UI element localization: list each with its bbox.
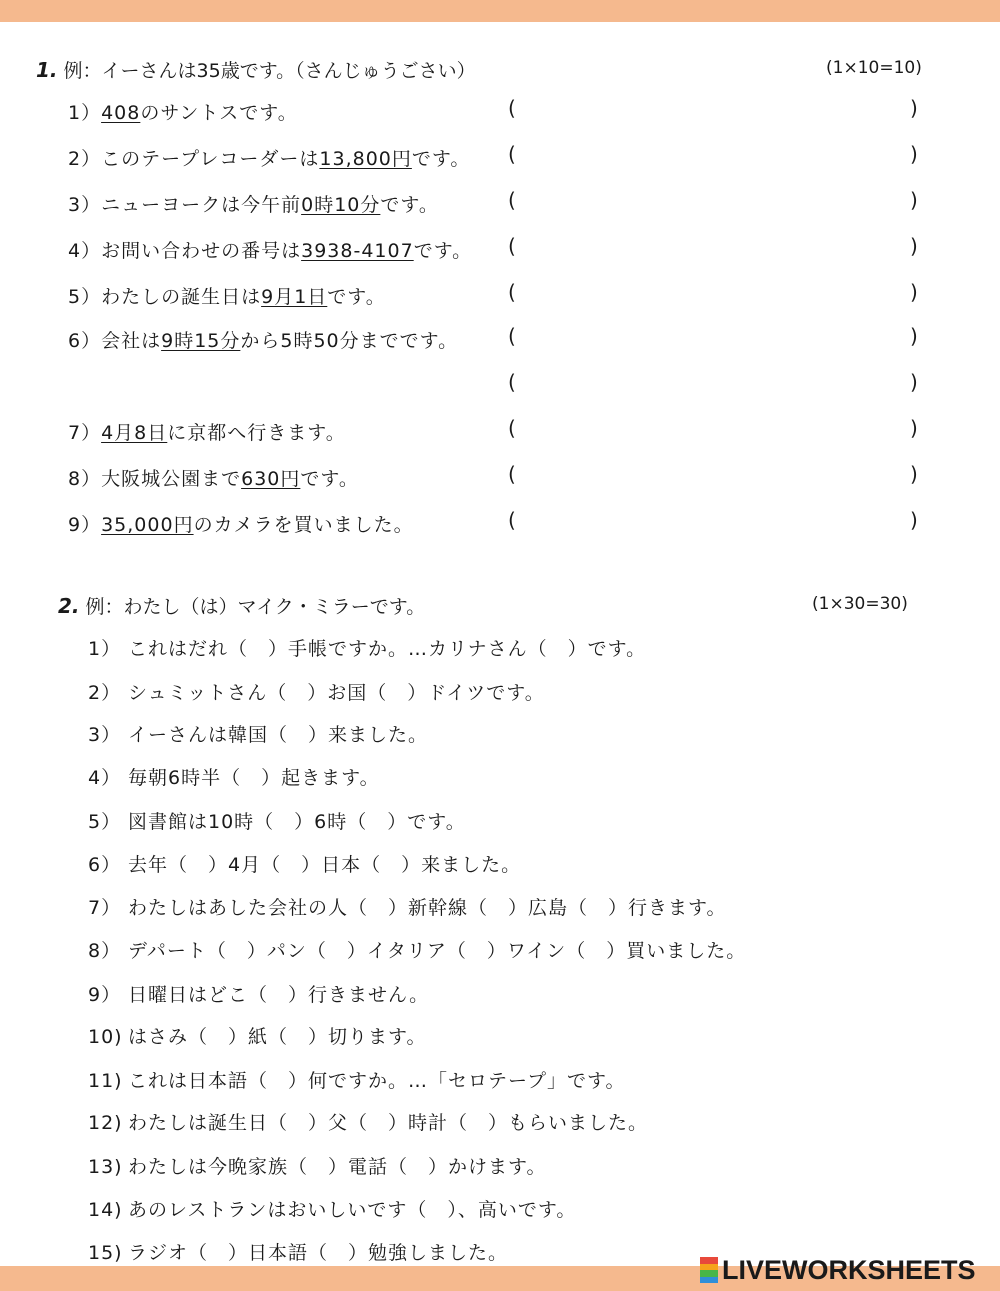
underlined-term: 3938-4107 (301, 240, 414, 262)
section2-item (88, 1066, 626, 1093)
section1-item (68, 236, 472, 263)
item-text: このテープレコーダーは (101, 148, 320, 170)
item-text: ニューヨークは今午前 (101, 194, 302, 216)
logo-mark-icon (700, 1257, 718, 1283)
section1-item (68, 190, 439, 217)
section2-heading (58, 592, 425, 619)
item-text: のカメラを買いました。 (193, 514, 414, 536)
answer-paren-open: ( (508, 416, 516, 440)
section2-example: 例：わたし（は）マイク・ミラーです。 (85, 596, 426, 618)
answer-paren-open: ( (508, 280, 516, 304)
item-number: 2） (88, 682, 122, 704)
item-number: 3） (68, 194, 102, 216)
section2-item (88, 1108, 648, 1135)
underlined-term: 630円 (241, 468, 301, 490)
item-number: 11) (88, 1070, 123, 1092)
item-text: お問い合わせの番号は (101, 240, 302, 262)
item-number: 6） (68, 330, 102, 352)
section2-item (88, 980, 429, 1007)
section1-item (68, 418, 346, 445)
item-text: から5時50分までです。 (240, 330, 459, 352)
section2-item (88, 1022, 426, 1049)
item-text: はさみ（ ）紙（ ）切ります。 (128, 1026, 427, 1048)
item-number: 9） (68, 514, 102, 536)
section1-heading (36, 56, 476, 83)
answer-paren-open: ( (508, 370, 516, 394)
section1-item (68, 326, 458, 353)
item-number: 1） (68, 102, 102, 124)
item-number: 5） (68, 286, 102, 308)
item-number: 3） (88, 724, 122, 746)
underlined-term: 0時10分 (301, 194, 381, 216)
answer-paren-close: ) (910, 234, 918, 258)
item-text: わたしはあした会社の人（ ）新幹線（ ）広島（ ）行きます。 (128, 897, 727, 919)
top-banner (0, 0, 1000, 22)
answer-paren-open: ( (508, 324, 516, 348)
section1-item (68, 510, 414, 537)
section1-score: (1×10=10) (826, 58, 922, 78)
item-text: です。 (327, 286, 386, 308)
item-text: 会社は (101, 330, 162, 352)
item-text: 毎朝6時半（ ）起きます。 (128, 767, 380, 789)
item-text: 去年（ ）4月（ ）日本（ ）来ました。 (128, 854, 522, 876)
section2-number: 2. (58, 594, 80, 618)
underlined-term: 408 (101, 102, 141, 124)
section2-item (88, 763, 380, 790)
item-text: です。 (380, 194, 439, 216)
underlined-term: 4月8日 (101, 422, 168, 444)
section1-item (68, 282, 386, 309)
answer-paren-open: ( (508, 96, 516, 120)
underlined-term: 9月1日 (261, 286, 328, 308)
item-text: 図書館は10時（ ）6時（ ）です。 (128, 811, 466, 833)
item-number: 9） (88, 984, 122, 1006)
section2-item (88, 678, 545, 705)
item-text: デパート（ ）パン（ ）イタリア（ ）ワイン（ ）買いました。 (128, 940, 747, 962)
section2-item (88, 720, 428, 747)
item-text: です。 (411, 148, 471, 170)
item-number: 7） (88, 897, 122, 919)
item-number: 4） (88, 767, 122, 789)
item-number: 13) (88, 1156, 123, 1178)
section2-item (88, 850, 521, 877)
item-text: わたしは誕生日（ ）父（ ）時計（ ）もらいました。 (128, 1112, 649, 1134)
answer-paren-close: ) (910, 370, 918, 394)
item-text: これは日本語（ ）何ですか。…「セロテープ」です。 (128, 1070, 626, 1092)
section1-number: 1. (36, 58, 58, 82)
item-text: シュミットさん（ ）お国（ ）ドイツです。 (128, 682, 545, 704)
item-text: これはだれ（ ）手帳ですか。…カリナさん（ ）です。 (128, 638, 647, 660)
section2-item (88, 1152, 546, 1179)
item-text: です。 (300, 468, 359, 490)
section2-item (88, 1195, 576, 1222)
answer-paren-open: ( (508, 462, 516, 486)
item-text: 日曜日はどこ（ ）行きません。 (128, 984, 430, 1006)
item-text: ラジオ（ ）日本語（ ）勉強しました。 (128, 1242, 509, 1264)
item-number: 8） (88, 940, 122, 962)
answer-paren-open: ( (508, 188, 516, 212)
liveworksheets-logo (700, 1254, 976, 1286)
item-text: 大阪城公園まで (101, 468, 242, 490)
section1-item (68, 98, 298, 125)
item-number: 6） (88, 854, 122, 876)
underlined-term: 9時15分 (161, 330, 241, 352)
item-text: あのレストランはおいしいです（ ）、高いです。 (128, 1199, 577, 1221)
section2-item (88, 1238, 508, 1265)
item-number: 1） (88, 638, 122, 660)
item-number: 8） (68, 468, 102, 490)
answer-paren-open: ( (508, 234, 516, 258)
section2-score: (1×30=30) (812, 594, 908, 614)
section2-item (88, 936, 746, 963)
item-number: 14) (88, 1199, 123, 1221)
item-text: のサントスです。 (140, 102, 298, 124)
item-number: 15) (88, 1242, 123, 1264)
answer-paren-close: ) (910, 188, 918, 212)
item-number: 10) (88, 1026, 123, 1048)
section1-item (68, 464, 359, 491)
section2-item (88, 634, 646, 661)
item-number: 12) (88, 1112, 123, 1134)
item-number: 5） (88, 811, 122, 833)
item-text: イーさんは韓国（ ）来ました。 (128, 724, 429, 746)
item-number: 7） (68, 422, 102, 444)
item-text: に京都へ行きます。 (167, 422, 346, 444)
item-text: です。 (413, 240, 473, 262)
section2-item (88, 893, 726, 920)
answer-paren-close: ) (910, 462, 918, 486)
item-text: わたしは今晩家族（ ）電話（ ）かけます。 (128, 1156, 547, 1178)
underlined-term: 13,800円 (319, 148, 412, 170)
answer-paren-close: ) (910, 416, 918, 440)
answer-paren-open: ( (508, 142, 516, 166)
answer-paren-close: ) (910, 142, 918, 166)
answer-paren-open: ( (508, 508, 516, 532)
answer-paren-close: ) (910, 324, 918, 348)
answer-paren-close: ) (910, 280, 918, 304)
section2-item (88, 807, 466, 834)
answer-paren-close: ) (910, 508, 918, 532)
item-number: 4） (68, 240, 102, 262)
item-number: 2） (68, 148, 102, 170)
logo-text: LIVEWORKSHEETS (722, 1254, 976, 1285)
item-text: わたしの誕生日は (101, 286, 262, 308)
section1-item (68, 144, 470, 171)
answer-paren-close: ) (910, 96, 918, 120)
section1-example: 例：イーさんは35歳です。（さんじゅうごさい） (63, 60, 476, 82)
underlined-term: 35,000円 (101, 514, 194, 536)
